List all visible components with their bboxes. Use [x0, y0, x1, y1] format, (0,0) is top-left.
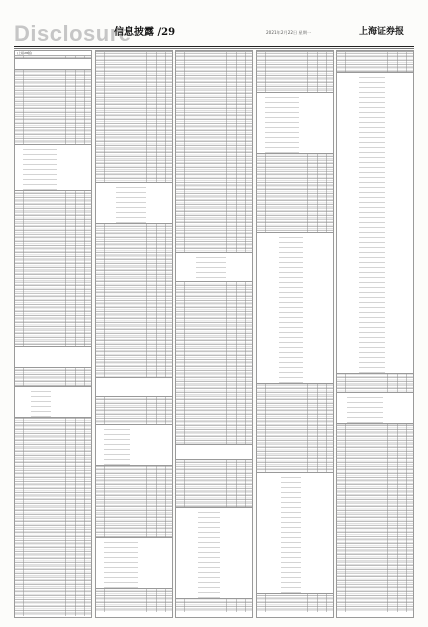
- table-block: [96, 537, 172, 589]
- table-grid: [176, 52, 252, 612]
- table-column-3: [175, 50, 253, 618]
- header-rule: [14, 46, 414, 47]
- table-block: [15, 144, 91, 191]
- table-grid: [15, 56, 91, 616]
- header-rule-thin: [14, 48, 414, 49]
- table-columns: [14, 50, 414, 618]
- table-grid: [257, 52, 333, 612]
- table-block: [15, 386, 91, 418]
- table-block: [176, 507, 252, 599]
- table-block: [15, 346, 91, 368]
- column-caption: (上接28版): [15, 51, 91, 56]
- table-grid: [337, 52, 413, 612]
- table-block: [96, 182, 172, 224]
- table-column-2: [95, 50, 173, 618]
- table-block: [257, 232, 333, 384]
- table-block: [257, 472, 333, 594]
- table-block: [96, 377, 172, 397]
- table-block: [337, 392, 413, 424]
- brand-title: Disclosure: [14, 21, 132, 46]
- table-column-5: [336, 50, 414, 618]
- table-header-row: [15, 58, 91, 70]
- table-block: [176, 444, 252, 460]
- table-block: [257, 92, 333, 154]
- table-block: [337, 72, 413, 374]
- newspaper-name: 上海证券报: [359, 27, 405, 37]
- dateline: 2021年2月22日 星期一: [266, 30, 312, 35]
- table-block: [176, 252, 252, 282]
- table-grid: [96, 52, 172, 612]
- table-column-1: [14, 50, 92, 618]
- section-title: 信息披露 /29: [114, 27, 176, 38]
- table-column-4: [256, 50, 334, 618]
- table-block: [96, 424, 172, 466]
- masthead: [14, 22, 414, 46]
